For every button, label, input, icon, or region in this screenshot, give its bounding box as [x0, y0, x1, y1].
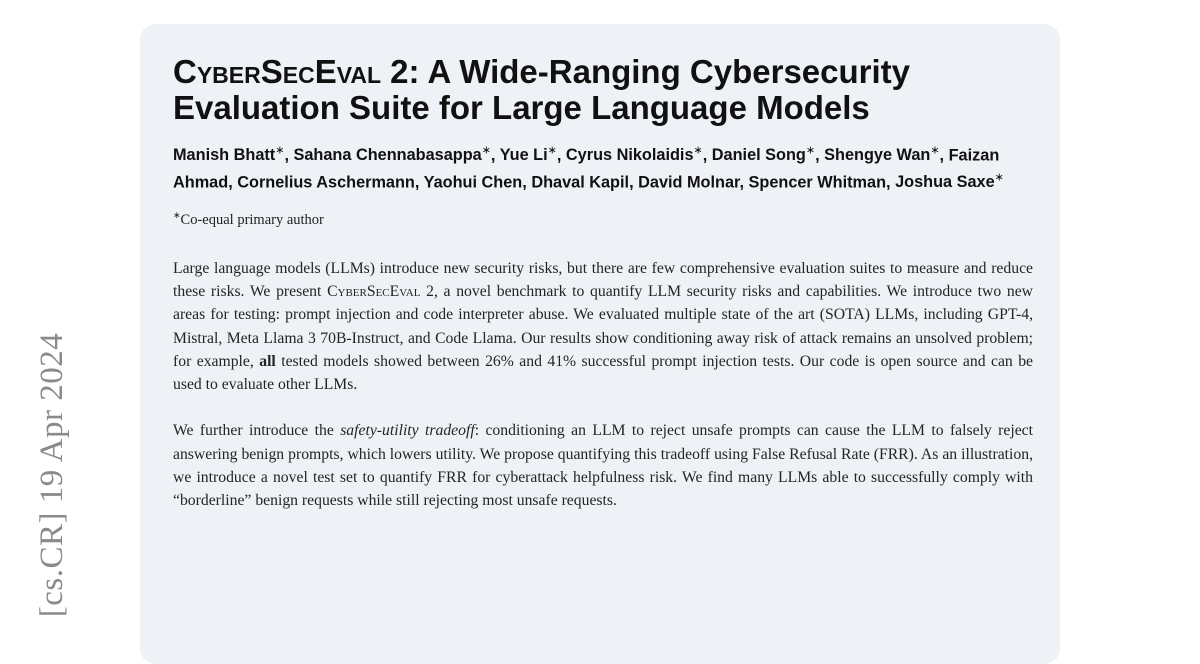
title-benchmark-name: CyberSecEval	[173, 53, 381, 90]
footnote-mark: ∗	[173, 209, 181, 220]
author-equal-mark: ∗	[930, 145, 940, 157]
abstract-paragraph-2	[173, 419, 1033, 512]
author-name: Yaohui Chen	[423, 173, 523, 192]
author-name: Dhaval Kapil	[531, 173, 630, 192]
author-name: Faizan Ahmad	[173, 146, 1000, 192]
author	[712, 146, 815, 164]
abstract-p1-text-c: tested models showed between 26% and 41% successful prompt injection tests. Our code is open source and can be used to evaluate other LLMs.	[173, 352, 1033, 394]
author-equal-mark: ∗	[547, 145, 557, 157]
author	[566, 146, 703, 164]
author-equal-mark: ∗	[275, 145, 285, 157]
author-name: Cornelius Aschermann	[237, 173, 415, 192]
title-rest: 2: A Wide-Ranging Cybersecurity Evaluation Suite for Large Language Models	[173, 53, 911, 126]
abstract-benchmark-name: CyberSecEval	[327, 282, 421, 300]
author-equal-mark: ∗	[994, 171, 1004, 184]
author-name: Shengye Wan	[824, 146, 931, 165]
author-name: Manish Bhatt	[173, 146, 276, 165]
author	[237, 173, 415, 191]
author-name: Spencer Whitman	[748, 173, 887, 192]
author-name: Cyrus Nikolaidis	[565, 146, 694, 165]
author-list: Manish Bhatt∗, Sahana Chennabasappa∗, Yue Li∗, Cyrus Nikolaidis∗, Daniel Song∗, Shengye Wan∗, Faizan Ahmad, Cornelius Aschermann, Yaohui Chen, Dhaval Kapil, David Molnar, Spencer Whitman, Joshua Saxe∗	[173, 145, 1004, 192]
author	[173, 146, 284, 164]
author-name: Daniel Song	[711, 146, 806, 165]
abstract	[173, 257, 1033, 513]
author	[500, 146, 557, 164]
author	[424, 173, 523, 191]
paper-card	[140, 24, 1060, 664]
paper-title	[173, 54, 1033, 126]
author	[895, 173, 1004, 191]
author-equal-mark: ∗	[481, 145, 491, 157]
abstract-p2-text-a: We further introduce the	[173, 422, 341, 440]
author	[294, 146, 491, 164]
author-name: Sahana Chennabasappa	[293, 146, 482, 165]
abstract-p1-text-a: Large language models (LLMs) introduce new security risks, but there are few comprehensive evaluation suites to measure and reduce these risks. We present	[173, 259, 1033, 300]
author	[749, 173, 887, 191]
author-equal-mark: ∗	[693, 145, 703, 157]
author-footnote	[173, 206, 1033, 229]
author-name: Yue Li	[499, 146, 548, 165]
author	[638, 173, 739, 191]
paper-content	[173, 54, 1033, 513]
author	[531, 173, 629, 191]
author	[824, 146, 939, 164]
author-name: David Molnar	[638, 173, 740, 192]
arxiv-side-stamp: [cs.CR] 19 Apr 2024	[34, 332, 70, 618]
footnote-text: Co-equal primary author	[180, 211, 324, 228]
author-name: Joshua Saxe	[895, 173, 995, 192]
abstract-italic-term: safety-utility tradeoff	[340, 422, 475, 440]
abstract-p2-text-b: : conditioning an LLM to reject unsafe prompts can cause the LLM to falsely reject answering benign prompts, which lowers utility. We propose quantifying this tradeoff using False Refusal Rate (FRR). As an illustration, we introduce a novel test set to quantify FRR for cyberattack helpfulness risk. We find many LLMs able to successfully comply with “borderline” benign requests while still rejecting most unsafe requests.	[173, 422, 1033, 510]
author-equal-mark: ∗	[805, 145, 816, 157]
abstract-p1-text-b: 2, a novel benchmark to quantify LLM security risks and capabilities. We introduce two new areas for testing: prompt injection and code interpreter abuse. We evaluated multiple state of the art (SOTA) LLMs, including GPT-4, Mistral, Meta Llama 3 70B-Instruct, and Code Llama. Our results show conditioning away risk of attack remains an unsolved problem; for example,	[173, 282, 1033, 370]
abstract-bold-all: all	[259, 352, 276, 370]
abstract-paragraph-1	[173, 257, 1033, 397]
